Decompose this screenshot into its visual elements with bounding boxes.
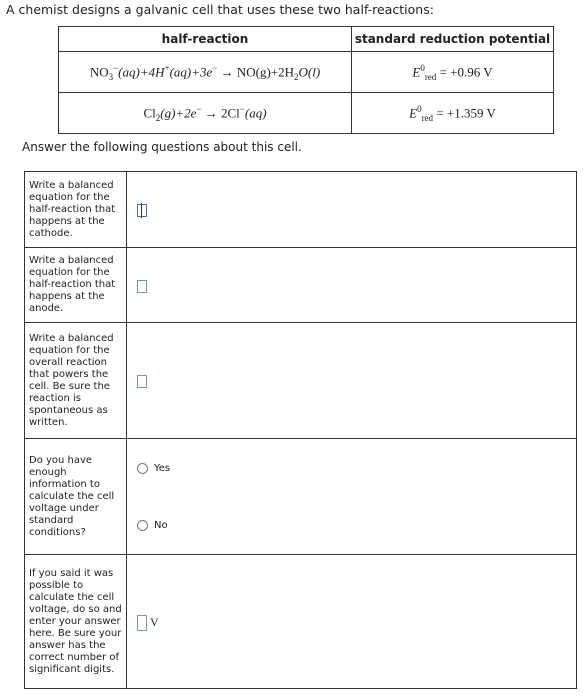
reaction-chlorine: $Cl_2(g)+2e^- \to 2Cl^-(aq)$ xyxy=(59,93,352,134)
no-option[interactable] xyxy=(137,520,575,531)
yes-label: Yes xyxy=(154,462,171,474)
cathode-answer-input[interactable] xyxy=(137,204,147,217)
reaction-nitrate: $NO_3^-(aq)+4H^+(aq)+3e^- \to NO(g)+2H_2O(l)$ xyxy=(59,52,352,93)
question-row-anode xyxy=(25,248,577,323)
questions-table xyxy=(24,171,577,689)
question-voltage: If you said it was possible to calculate the cell voltage, do so and enter your answer here. Be sure your answer has the correct number of significant digits. xyxy=(25,555,127,689)
question-row-voltage xyxy=(25,555,577,689)
header-potential: standard reduction potential xyxy=(352,27,554,52)
no-radio[interactable] xyxy=(137,520,148,531)
voltage-unit: V xyxy=(150,615,159,629)
overall-answer-input[interactable] xyxy=(137,375,147,388)
table-row xyxy=(59,52,554,93)
question-row-overall xyxy=(25,323,577,439)
intro-text: A chemist designs a galvanic cell that uses these two half-reactions: xyxy=(6,2,434,17)
question-enough-info: Do you have enough information to calculate the cell voltage under standard conditions? xyxy=(25,439,127,555)
answer-intro: Answer the following questions about this cell. xyxy=(22,140,302,154)
question-anode: Write a balanced equation for the half-reaction that happens at the anode. xyxy=(25,248,127,323)
voltage-answer-input[interactable] xyxy=(137,615,147,631)
yes-radio[interactable] xyxy=(137,463,148,474)
question-overall: Write a balanced equation for the overall reaction that powers the cell. Be sure the reaction is spontaneous as written. xyxy=(25,323,127,439)
potential-nitrate: $E^0_{red} = +0.96$ V xyxy=(352,52,554,93)
question-row-cathode xyxy=(25,172,577,248)
question-cathode: Write a balanced equation for the half-reaction that happens at the cathode. xyxy=(25,172,127,248)
table-row xyxy=(59,93,554,134)
potential-chlorine: $E^0_{red} = +1.359$ V xyxy=(352,93,554,134)
header-half-reaction: half-reaction xyxy=(59,27,352,52)
no-label: No xyxy=(154,519,168,531)
anode-answer-input[interactable] xyxy=(137,280,147,293)
yes-option[interactable] xyxy=(137,463,575,474)
half-reaction-table xyxy=(58,26,554,134)
question-row-enough-info xyxy=(25,439,577,555)
